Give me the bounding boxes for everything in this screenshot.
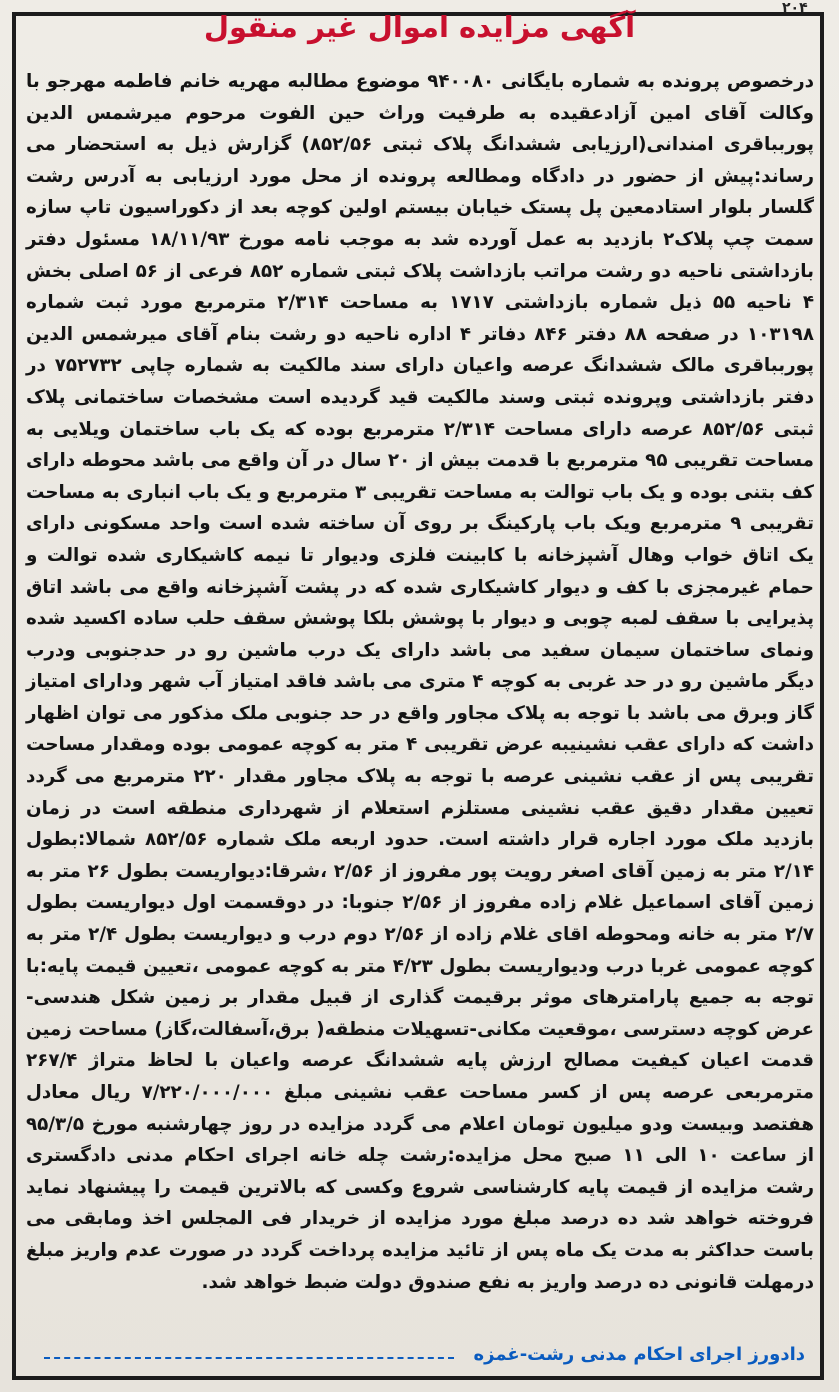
notice-body: درخصوص پرونده به شماره بایگانی ۹۴۰۰۸۰ موضوع مطالبه مهریه خانم فاطمه مهرجو با وکالت آقای امین آزادعقیده به طرفیت وراث حین الفوت مرحوم میرشمس الدین پوربباقری امندانی(ارزیابی ششدانگ پلاک ثبتی ۸۵۲/۵۶) گزارش ذیل به استحضار می رساند:پیش از حضور در دادگاه ومطالعه پرونده از محل مورد ارزیابی به آدرس رشت گلسار بلوار استادمعین پل پستک خیابان بیستم اولین کوچه بعد از دکوراسیون تاپ سازه سمت چپ پلاک۲ بازدید به عمل آورده شد به موجب نامه مورخ ۱۸/۱۱/۹۳ مسئول دفتر بازداشتی ناحیه دو رشت مراتب بازداشت پلاک ثبتی شماره ۸۵۲ فرعی از ۵۶ اصلی بخش ۴ ناحیه ۵۵ ذیل شماره بازداشتی ۱۷۱۷ به مساحت ۲/۳۱۴ مترمربع مورد ثبت شماره ۱۰۳۱۹۸ در صفحه ۸۸ دفتر ۸۴۶ دفاتر ۴ اداره ناحیه دو رشت بنام آقای میرشمس الدین پوربباقری مالک ششدانگ عرصه واعیان دارای سند مالکیت به شماره چاپی ۷۵۲۷۳۲ در دفتر بازداشتی وپرونده ثبتی وسند مالکیت قید گردیده است مشخصات ساختمانی پلاک ثبتی ۸۵۲/۵۶ عرصه دارای مساحت ۲/۳۱۴ مترمربع بوده که یک باب ساختمان ویلایی به مساحت تقریبی ۹۵ مترمربع با قدمت بیش از ۲۰ سال در آن واقع می باشد محوطه دارای کف بتنی بوده و یک باب توالت به مساحت تقریبی ۳ مترمربع و یک باب انباری به مساحت تقریبی ۹ مترمربع ویک باب پارکینگ بر روی آن ساخته شده است واحد مسکونی دارای یک اتاق خواب وهال آشپزخانه با کابینت فلزی ودیوار تا نیمه کاشیکاری شده توالت و حمام غیرمجزی با کف و دیوار کاشیکاری شده که در پشت آشپزخانه واقع می باشد اتاق پذیرایی با سقف لمبه چوبی و دیوار با پوشش بلکا پوشش سقف حلب ساده اکسید شده ونمای ساختمان سیمان سفید می باشد دارای یک درب ماشین رو در حدجنوبی ودرب دیگر ماشین رو در حد غربی به کوچه ۴ متری می باشد فاقد امتیاز آب شهر ودارای امتیاز گاز وبرق می باشد با توجه به پلاک مجاور واقع در حد جنوبی ملک مذکور می توان اظهار داشت که دارای عقب نشینیبه عرض تقریبی ۴ متر به کوچه عمومی بوده ومقدار مساحت تقریبی پس از عقب نشینی عرصه با توجه به پلاک مجاور مقدار ۲۲۰ مترمربع می گردد تعیین مقدار دقیق عقب نشینی مستلزم استعلام از شهرداری منطقه است در زمان بازدید ملک مورد اجاره قرار داشته است. حدود اربعه ملک شماره ۸۵۲/۵۶ شمالا:بطول ۲/۱۴ متر به زمین آقای اصغر رویت پور مفروز از ۲/۵۶ ،شرقا:دیواریست بطول ۲۶ متر به زمین آقای اسماعیل غلام زاده مفروز از ۲/۵۶ جنوبا: در دوقسمت اول دیواریست بطول ۲/۷ متر به خانه ومحوطه اقای غلام زاده از ۲/۵۶ دوم درب و دیواریست بطول ۲/۴ متر به کوچه عمومی غربا درب ودیواریست بطول ۴/۲۳ متر به کوچه عمومی ،تعیین قیمت پایه:با توجه به جمیع پارامترهای موثر برقیمت گذاری از قبیل مقدار بر زمین شکل هندسی-عرض کوچه دسترسی ،موقعیت مکانی-تسهیلات منطقه( برق،آسفالت،گاز) مساحت زمین قدمت اعیان کیفیت مصالح ارزش پایه ششدانگ عرصه واعیان با لحاظ متراژ ۲۶۷/۴ مترمربعی عرصه پس از کسر مساحت عقب نشینی مبلغ ۷/۲۲۰/۰۰۰/۰۰۰ ریال معادل هفتصد وبیست ودو میلیون تومان اعلام می گردد مزایده در روز چهارشنبه مورخ ۹۵/۳/۵ از ساعت ۱۰ الی ۱۱ صبح محل مزایده:رشت چله خانه اجرای احکام مدنی دادگستری رشت مزایده از قیمت پایه کارشناسی شروع وکسی که بالاترین قیمت را پیشنهاد نماید فروخته خواهد شد ده درصد مبلغ مورد مزایده از خریدار فی المجلس اخذ ومابقی می باست حداکثر به مدت یک ماه پس از تائید مزایده پرداخت گردد در صورت عدم واریز مبلغ درمهلت قانونی ده درصد واریز به نفع صندوق دولت ضبط خواهد شد. — [26, 71, 815, 1293]
footer-divider — [44, 1357, 454, 1359]
notice-signature: دادورز اجرای احکام مدنی رشت-غمزه — [473, 1344, 805, 1365]
page-number: ۲۰۴ — [782, 0, 808, 16]
notice-title: آگهی مزایده اموال غیر منقول — [203, 10, 636, 44]
